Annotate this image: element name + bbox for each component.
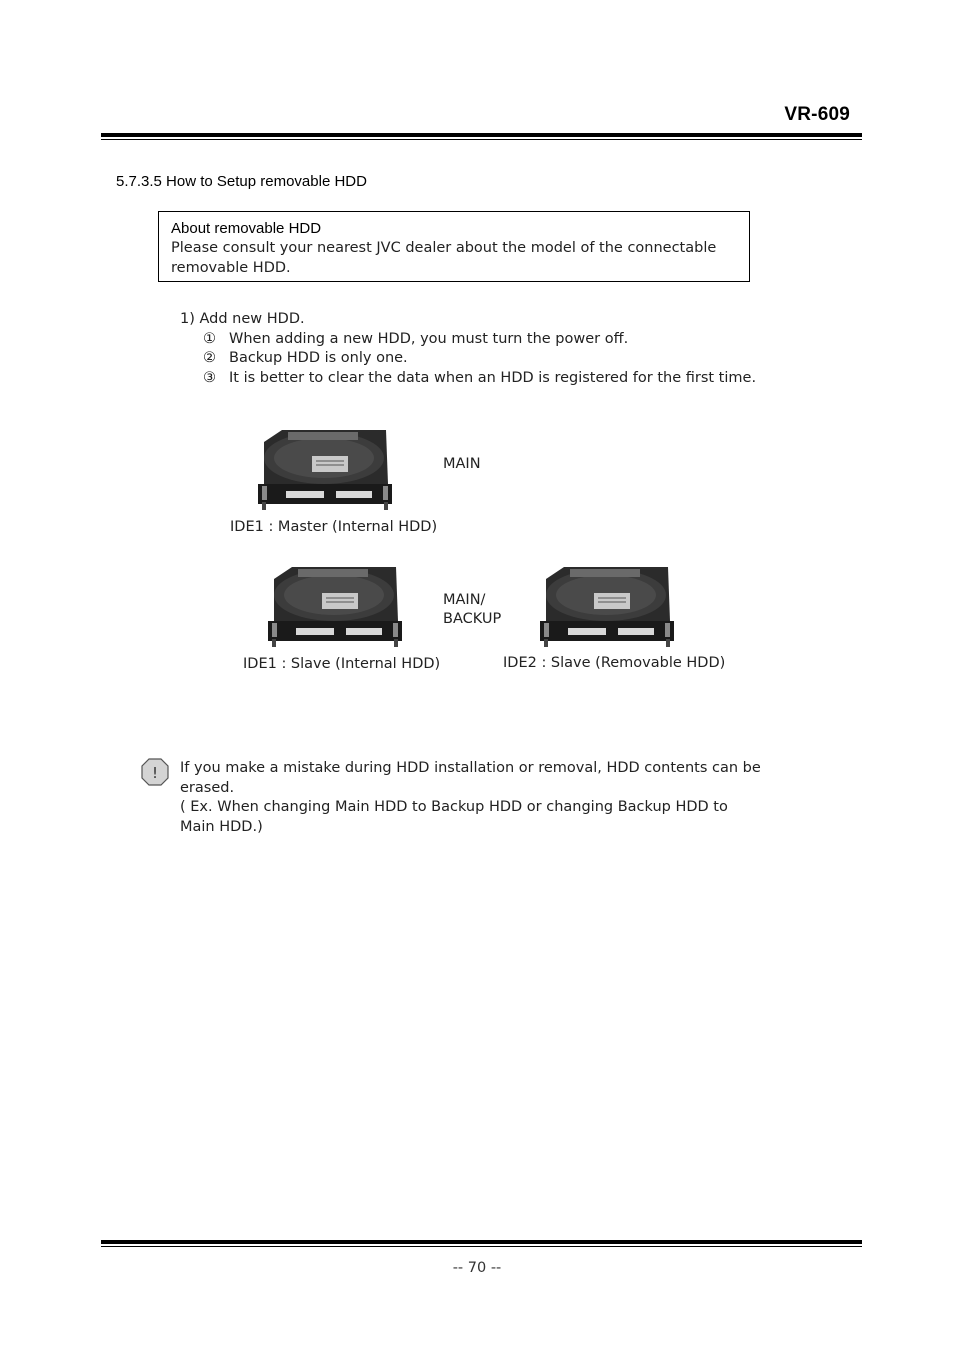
warning-line-4: Main HDD.): [180, 818, 263, 835]
about-removable-hdd-box: [158, 211, 750, 282]
list-item: [180, 349, 756, 369]
section-title: 5.7.3.5 How to Setup removable HDD: [116, 173, 367, 190]
ide1-slave-label: IDE1 : Slave (Internal HDD): [243, 656, 441, 672]
main-label: MAIN: [443, 456, 481, 472]
about-box-line-1: Please consult your nearest JVC dealer about the model of the connectable: [171, 240, 717, 256]
step-text: When adding a new HDD, you must turn the power off.: [229, 330, 629, 347]
caution-symbol: !: [151, 764, 159, 782]
step-number: ②: [203, 350, 216, 366]
footer-rule-thin: [101, 1246, 862, 1247]
steps-heading: 1) Add new HDD.: [180, 311, 305, 327]
hdd-image-main: [258, 428, 392, 510]
list-item: [180, 330, 756, 350]
hdd-image-ide2-removable: [540, 565, 674, 647]
header-rule-thick: [101, 133, 862, 137]
warning-line-3: ( Ex. When changing Main HDD to Backup HDD or changing Backup HDD to: [180, 799, 728, 815]
footer-rule-thick: [101, 1240, 862, 1244]
warning-line-1: If you make a mistake during HDD installation or removal, HDD contents can be: [180, 760, 761, 776]
add-hdd-steps: [180, 310, 756, 388]
hdd-image-ide1-slave: [268, 565, 402, 647]
step-number: ①: [203, 330, 216, 347]
list-item: [180, 369, 756, 389]
about-box-title: About removable HDD: [171, 220, 322, 237]
about-box-line-2: removable HDD.: [171, 260, 291, 276]
step-text: Backup HDD is only one.: [229, 350, 408, 366]
warning-text: [180, 759, 790, 837]
ide2-slave-label: IDE2 : Slave (Removable HDD): [503, 655, 726, 671]
header-rule-thin: [101, 139, 862, 140]
warning-line-2: erased.: [180, 779, 235, 796]
ide1-master-label: IDE1 : Master (Internal HDD): [230, 519, 438, 535]
page-number: -- 70 --: [452, 1260, 502, 1276]
caution-icon: [140, 757, 170, 787]
step-text: It is better to clear the data when an HDD is registered for the first time.: [229, 369, 757, 386]
step-number: ③: [203, 369, 216, 386]
document-model-title: VR-609: [784, 104, 850, 125]
main-backup-label-line-2: BACKUP: [443, 611, 502, 627]
main-backup-label-line-1: MAIN/: [443, 592, 486, 608]
